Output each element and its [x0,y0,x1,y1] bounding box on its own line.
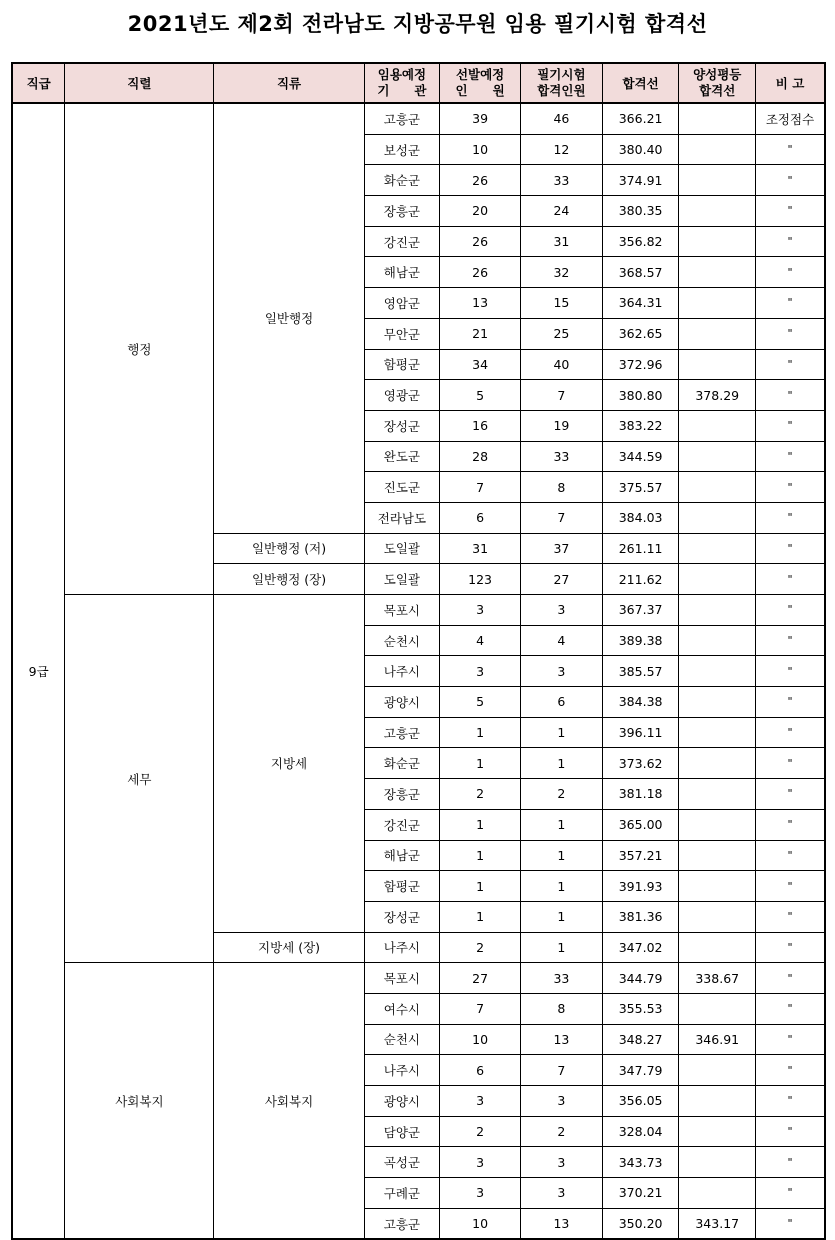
cell-passed: 37 [520,533,602,564]
cell-note: " [756,1178,825,1209]
cell-planned: 1 [440,717,521,748]
cell-note: " [756,993,825,1024]
cell-cutoff: 328.04 [602,1116,679,1147]
cell-passed: 2 [520,779,602,810]
cell-cutoff: 350.20 [602,1208,679,1239]
header-passed-line2: 합격인원 [537,83,586,98]
cell-gender [679,472,756,503]
cell-gender [679,1116,756,1147]
header-passed-line1: 필기시험 [537,67,586,82]
cell-note: " [756,380,825,411]
cell-gender [679,779,756,810]
cell-note: " [756,472,825,503]
header-cutoff: 합격선 [602,63,679,103]
cell-agency: 해남군 [364,840,440,871]
cell-passed: 3 [520,1086,602,1117]
cell-agency: 도일괄 [364,564,440,595]
cell-planned: 6 [440,1055,521,1086]
cell-cutoff: 372.96 [602,349,679,380]
cell-passed: 1 [520,932,602,963]
cell-planned: 3 [440,1178,521,1209]
cell-planned: 16 [440,410,521,441]
cell-passed: 2 [520,1116,602,1147]
cell-gender [679,901,756,932]
cell-note: " [756,809,825,840]
cell-agency: 영암군 [364,288,440,319]
cell-planned: 1 [440,871,521,902]
cell-cutoff: 364.31 [602,288,679,319]
cell-note: " [756,1055,825,1086]
header-planned-line2: 인 원 [455,83,505,98]
cell-cutoff: 384.03 [602,502,679,533]
cell-passed: 7 [520,380,602,411]
series-cell-welfare: 사회복지 [65,963,214,1240]
header-gender-line1: 양성평등 [693,67,742,82]
cell-planned: 39 [440,103,521,134]
cell-passed: 19 [520,410,602,441]
cell-planned: 1 [440,901,521,932]
cell-note: " [756,656,825,687]
cell-cutoff: 375.57 [602,472,679,503]
cell-passed: 8 [520,993,602,1024]
table-row [12,595,825,626]
cell-cutoff: 374.91 [602,165,679,196]
cell-note: " [756,1116,825,1147]
cell-agency: 화순군 [364,165,440,196]
cell-cutoff: 261.11 [602,533,679,564]
header-gender-line2: 합격선 [699,83,736,98]
cell-planned: 10 [440,1024,521,1055]
cell-note: " [756,840,825,871]
cell-cutoff: 389.38 [602,625,679,656]
cell-note: " [756,533,825,564]
series-cell-admin: 행정 [65,103,214,595]
cell-note: " [756,502,825,533]
cell-planned: 27 [440,963,521,994]
cell-note: " [756,1024,825,1055]
cell-cutoff: 381.18 [602,779,679,810]
cell-planned: 26 [440,226,521,257]
cell-note: " [756,963,825,994]
cell-cutoff: 367.37 [602,595,679,626]
cell-agency: 장성군 [364,410,440,441]
cell-gender [679,410,756,441]
cell-gender [679,993,756,1024]
cell-gender [679,809,756,840]
cell-cutoff: 368.57 [602,257,679,288]
cell-agency: 곡성군 [364,1147,440,1178]
cell-planned: 2 [440,932,521,963]
cell-planned: 28 [440,441,521,472]
cell-passed: 1 [520,840,602,871]
cell-passed: 1 [520,901,602,932]
cell-cutoff: 381.36 [602,901,679,932]
header-planned [440,63,521,103]
cell-cutoff: 391.93 [602,871,679,902]
table-row [12,103,825,134]
header-planned-line1: 선발예정 [455,67,505,82]
cell-gender [679,625,756,656]
cell-passed: 6 [520,687,602,718]
cell-cutoff: 347.02 [602,932,679,963]
cell-agency: 함평군 [364,349,440,380]
cell-passed: 46 [520,103,602,134]
cell-planned: 1 [440,809,521,840]
cell-agency: 전라남도 [364,502,440,533]
cell-agency: 보성군 [364,134,440,165]
cell-agency: 순천시 [364,625,440,656]
cell-gender [679,595,756,626]
cell-planned: 31 [440,533,521,564]
cell-agency: 장흥군 [364,196,440,227]
cell-agency: 나주시 [364,656,440,687]
cell-note: " [756,196,825,227]
cell-cutoff: 396.11 [602,717,679,748]
cell-cutoff: 357.21 [602,840,679,871]
cell-note: " [756,288,825,319]
cell-planned: 123 [440,564,521,595]
cell-gender [679,1178,756,1209]
cell-planned: 26 [440,165,521,196]
table-body [12,103,825,1239]
cell-planned: 10 [440,1208,521,1239]
cell-note: " [756,901,825,932]
class-cell-tax-disabled: 지방세 (장) [214,932,364,963]
cell-note: " [756,871,825,902]
cell-gender [679,656,756,687]
cell-gender [679,502,756,533]
cell-planned: 3 [440,656,521,687]
cell-agency: 함평군 [364,871,440,902]
cell-cutoff: 211.62 [602,564,679,595]
cell-note: 조정점수 [756,103,825,134]
table-row [12,963,825,994]
cell-cutoff: 355.53 [602,993,679,1024]
cell-agency: 강진군 [364,809,440,840]
cell-planned: 5 [440,380,521,411]
cell-passed: 1 [520,748,602,779]
cell-note: " [756,1086,825,1117]
header-gender [679,63,756,103]
cell-planned: 3 [440,1086,521,1117]
cell-passed: 40 [520,349,602,380]
cell-planned: 20 [440,196,521,227]
cell-gender [679,257,756,288]
cell-agency: 담양군 [364,1116,440,1147]
cell-note: " [756,134,825,165]
class-cell-admin-disabled: 일반행정 (장) [214,564,364,595]
cell-note: " [756,1147,825,1178]
cell-passed: 1 [520,871,602,902]
header-agency [364,63,440,103]
cell-cutoff: 344.59 [602,441,679,472]
class-cell-tax-local: 지방세 [214,595,364,933]
grade-cell: 9급 [12,103,65,1239]
cell-gender [679,226,756,257]
cell-passed: 7 [520,1055,602,1086]
cell-gender: 346.91 [679,1024,756,1055]
cell-planned: 3 [440,1147,521,1178]
cell-cutoff: 380.40 [602,134,679,165]
cell-gender [679,1086,756,1117]
cell-planned: 7 [440,993,521,1024]
cell-passed: 15 [520,288,602,319]
cell-gender: 343.17 [679,1208,756,1239]
cell-agency: 구례군 [364,1178,440,1209]
cell-gender [679,932,756,963]
cell-passed: 33 [520,441,602,472]
cell-agency: 광양시 [364,1086,440,1117]
cell-agency: 영광군 [364,380,440,411]
cell-planned: 26 [440,257,521,288]
cell-cutoff: 384.38 [602,687,679,718]
series-cell-tax: 세무 [65,595,214,963]
cell-agency: 목포시 [364,963,440,994]
cell-planned: 4 [440,625,521,656]
cell-cutoff: 366.21 [602,103,679,134]
cell-agency: 강진군 [364,226,440,257]
header-grade: 직급 [12,63,65,103]
cell-planned: 2 [440,779,521,810]
cell-cutoff: 356.05 [602,1086,679,1117]
cell-note: " [756,595,825,626]
cell-agency: 도일괄 [364,533,440,564]
cell-passed: 1 [520,809,602,840]
cell-cutoff: 365.00 [602,809,679,840]
cell-cutoff: 380.80 [602,380,679,411]
cell-gender [679,288,756,319]
cell-agency: 완도군 [364,441,440,472]
cell-gender [679,349,756,380]
cell-gender [679,103,756,134]
cell-agency: 목포시 [364,595,440,626]
cell-note: " [756,349,825,380]
cell-planned: 7 [440,472,521,503]
cell-gender [679,717,756,748]
cell-gender [679,441,756,472]
cell-passed: 25 [520,318,602,349]
class-cell-admin-general: 일반행정 [214,103,364,533]
cell-agency: 고흥군 [364,1208,440,1239]
cell-cutoff: 383.22 [602,410,679,441]
cell-passed: 7 [520,502,602,533]
cell-note: " [756,932,825,963]
cell-planned: 5 [440,687,521,718]
cell-note: " [756,779,825,810]
cell-passed: 27 [520,564,602,595]
cell-gender [679,196,756,227]
cell-passed: 1 [520,717,602,748]
cell-agency: 나주시 [364,1055,440,1086]
cell-cutoff: 380.35 [602,196,679,227]
cell-note: " [756,165,825,196]
cell-cutoff: 356.82 [602,226,679,257]
header-class: 직류 [214,63,364,103]
cell-passed: 3 [520,595,602,626]
cell-gender [679,748,756,779]
cell-planned: 1 [440,840,521,871]
cell-passed: 32 [520,257,602,288]
cell-passed: 4 [520,625,602,656]
cell-agency: 고흥군 [364,103,440,134]
cell-note: " [756,687,825,718]
header-agency-line2: 기 관 [377,83,427,98]
class-cell-welfare: 사회복지 [214,963,364,1240]
cell-passed: 13 [520,1024,602,1055]
class-cell-admin-low: 일반행정 (저) [214,533,364,564]
header-series: 직렬 [65,63,214,103]
cell-cutoff: 373.62 [602,748,679,779]
cell-note: " [756,318,825,349]
cell-passed: 13 [520,1208,602,1239]
cell-note: " [756,257,825,288]
results-table [11,62,826,1240]
cell-agency: 나주시 [364,932,440,963]
header-passed [520,63,602,103]
cell-passed: 33 [520,165,602,196]
cell-planned: 6 [440,502,521,533]
cell-passed: 33 [520,963,602,994]
cell-cutoff: 347.79 [602,1055,679,1086]
header-agency-line1: 임용예정 [377,67,427,82]
cell-note: " [756,748,825,779]
cell-agency: 장성군 [364,901,440,932]
cell-gender [679,533,756,564]
cell-gender [679,840,756,871]
cell-note: " [756,1208,825,1239]
cell-note: " [756,410,825,441]
cell-gender [679,165,756,196]
cell-gender [679,1055,756,1086]
cell-note: " [756,564,825,595]
cell-planned: 13 [440,288,521,319]
cell-agency: 화순군 [364,748,440,779]
header-row [12,63,825,103]
cell-passed: 3 [520,1178,602,1209]
cell-note: " [756,717,825,748]
cell-planned: 10 [440,134,521,165]
cell-gender [679,687,756,718]
cell-agency: 고흥군 [364,717,440,748]
cell-planned: 1 [440,748,521,779]
header-note: 비 고 [756,63,825,103]
cell-cutoff: 362.65 [602,318,679,349]
cell-passed: 3 [520,1147,602,1178]
cell-cutoff: 370.21 [602,1178,679,1209]
cell-gender: 338.67 [679,963,756,994]
cell-agency: 해남군 [364,257,440,288]
cell-planned: 3 [440,595,521,626]
cell-gender [679,871,756,902]
cell-cutoff: 348.27 [602,1024,679,1055]
cell-cutoff: 343.73 [602,1147,679,1178]
cell-agency: 진도군 [364,472,440,503]
cell-gender: 378.29 [679,380,756,411]
cell-agency: 광양시 [364,687,440,718]
cell-gender [679,564,756,595]
cell-gender [679,134,756,165]
cell-note: " [756,226,825,257]
cell-note: " [756,625,825,656]
cell-cutoff: 344.79 [602,963,679,994]
cell-planned: 21 [440,318,521,349]
cell-agency: 장흥군 [364,779,440,810]
cell-gender [679,318,756,349]
cell-passed: 31 [520,226,602,257]
cell-passed: 8 [520,472,602,503]
cell-agency: 순천시 [364,1024,440,1055]
cell-cutoff: 385.57 [602,656,679,687]
cell-passed: 3 [520,656,602,687]
cell-planned: 34 [440,349,521,380]
cell-note: " [756,441,825,472]
cell-gender [679,1147,756,1178]
page-title: 2021년도 제2회 전라남도 지방공무원 임용 필기시험 합격선 [127,12,708,36]
cell-passed: 12 [520,134,602,165]
cell-passed: 24 [520,196,602,227]
cell-agency: 여수시 [364,993,440,1024]
cell-agency: 무안군 [364,318,440,349]
cell-planned: 2 [440,1116,521,1147]
